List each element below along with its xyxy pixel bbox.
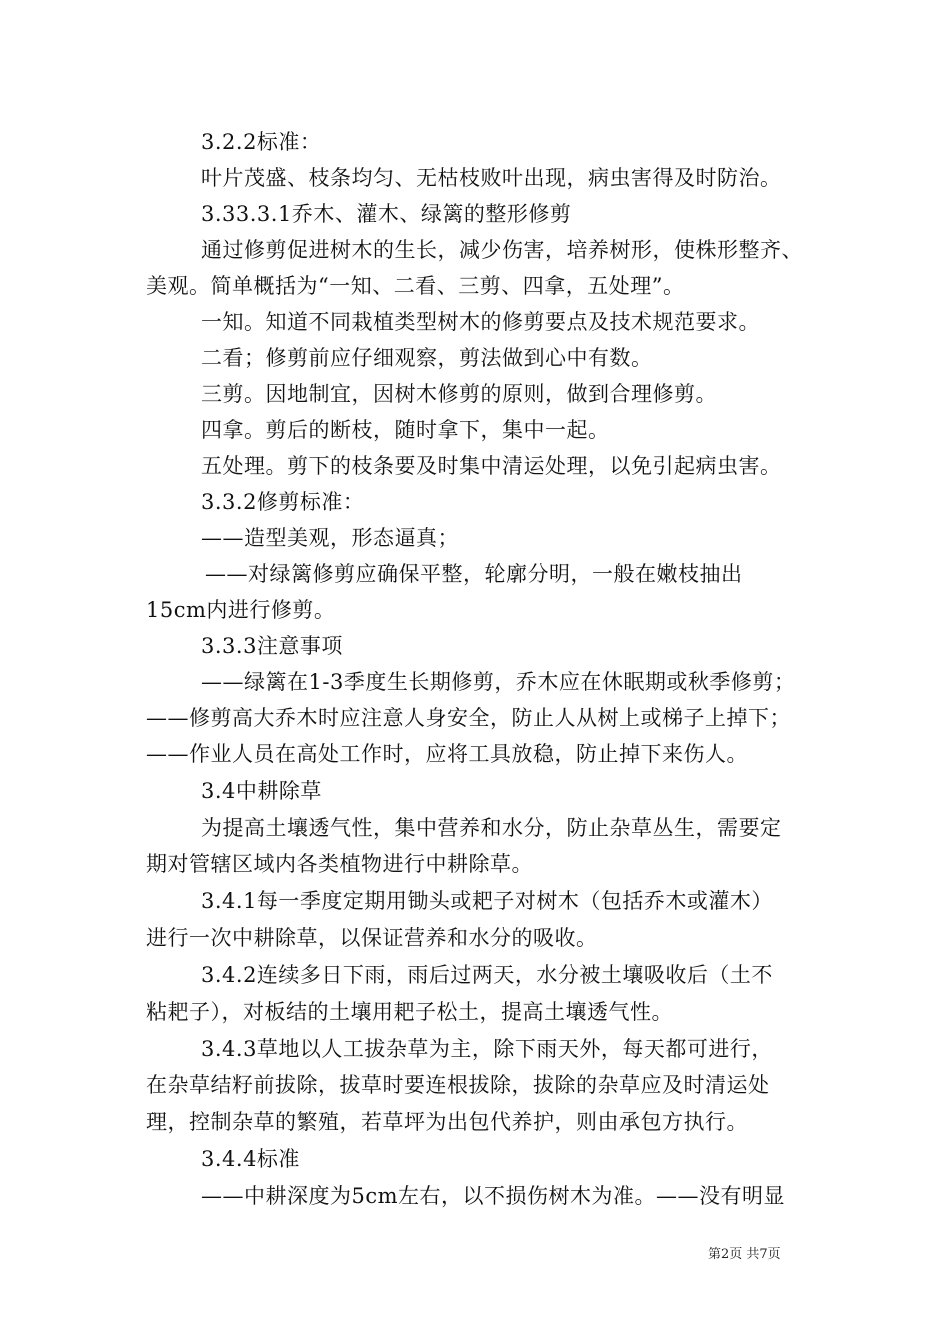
text-line: 理，控制杂草的繁殖，若草坪为出包代养护，则由承包方执行。 [146,1110,748,1134]
text-line: 通过修剪促进树木的生长，减少伤害，培养树形，使株形整齐、 [201,238,803,262]
text-line: 3.33.3.1乔木、灌木、绿篱的整形修剪 [201,202,572,226]
text-line: 四拿。剪后的断枝，随时拿下，集中一起。 [201,418,610,442]
text-line: 3.3.3注意事项 [201,634,343,658]
text-line: 叶片茂盛、枝条均匀、无枯枝败叶出现，病虫害得及时防治。 [201,166,782,190]
text-line: 期对管辖区域内各类植物进行中耕除草。 [146,852,533,876]
text-line: 三剪。因地制宜，因树木修剪的原则，做到合理修剪。 [201,382,717,406]
page-number: 第2页 共7页 [708,1247,781,1262]
text-line: ——造型美观，形态逼真； [201,526,459,550]
text-line: 为提高土壤透气性，集中营养和水分，防止杂草丛生，需要定 [201,816,782,840]
text-line: 3.4.2连续多日下雨，雨后过两天，水分被土壤吸收后（土不 [201,963,773,987]
text-line: ——绿篱在1-3季度生长期修剪，乔木应在休眠期或秋季修剪； [201,670,796,694]
text-line: 3.4.4标准 [201,1147,300,1171]
text-line: ——修剪高大乔木时应注意人身安全，防止人从树上或梯子上掉下； [146,706,791,730]
text-line: 美观。简单概括为“一知、二看、三剪、四拿，五处理”。 [146,274,685,298]
text-line: 3.4.1每一季度定期用锄头或耙子对树木（包括乔木或灌木） [201,889,773,913]
text-line: 粘耙子），对板结的土壤用耙子松土，提高土壤透气性。 [146,1000,673,1024]
text-line: 3.4中耕除草 [201,779,322,803]
text-line: ——作业人员在高处工作时，应将工具放稳，防止掉下来伤人。 [146,742,748,766]
text-line: 3.4.3草地以人工拔杂草为主，除下雨天外，每天都可进行， [201,1037,773,1061]
text-line: 15cm内进行修剪。 [146,598,336,622]
text-line: 五处理。剪下的枝条要及时集中清运处理，以免引起病虫害。 [201,454,782,478]
text-line: 3.3.2修剪标准： [201,490,365,514]
text-line: 在杂草结籽前拔除，拔草时要连根拔除，拔除的杂草应及时清运处 [146,1073,770,1097]
text-line: ——对绿篱修剪应确保平整，轮廓分明，一般在嫩枝抽出 [205,562,743,586]
text-line: 进行一次中耕除草，以保证营养和水分的吸收。 [146,926,598,950]
text-line: 一知。知道不同栽植类型树木的修剪要点及技术规范要求。 [201,310,760,334]
text-line: 二看；修剪前应仔细观察，剪法做到心中有数。 [201,346,653,370]
text-line: 3.2.2标准： [201,130,322,154]
text-line: ——中耕深度为5cm左右，以不损伤树木为准。——没有明显 [201,1184,786,1208]
